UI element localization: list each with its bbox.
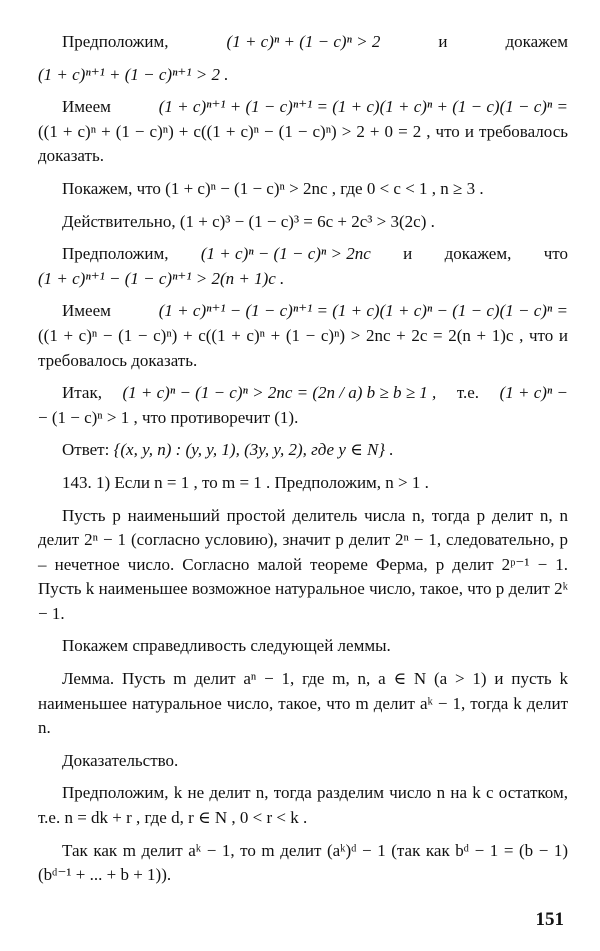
answer-formula: {(x, y, n) : (y, y, 1), (3y, y, 2), где y ∈ N} . — [113, 440, 394, 460]
text-fragment: Имеем — [62, 301, 111, 321]
line-8-formula: (1 + c)ⁿ⁺¹ − (1 − c)ⁿ⁺¹ > 2(n + 1)c . — [38, 268, 285, 288]
text-fragment: Предположим, — [62, 32, 169, 51]
line-4: ((1 + c)ⁿ + (1 − c)ⁿ) + c((1 + c)ⁿ − (1 − c)ⁿ) > 2 + 0 = 2 , что и требовалось доказать. — [38, 121, 568, 166]
line-9 — [38, 299, 568, 324]
formula: (1 + c)ⁿ + (1 − c)ⁿ > 2 — [226, 32, 381, 51]
problem-143-start: 143. 1) Если n = 1 , то m = 1 . Предположим, n > 1 . — [62, 472, 429, 492]
text-fragment: и — [403, 244, 413, 264]
line-10: ((1 + c)ⁿ − (1 − c)ⁿ) + c((1 + c)ⁿ + (1 − c)ⁿ) > 2nc + 2c = 2(n + 1)c , что и требовалось доказать. — [38, 325, 568, 370]
text-fragment: Предположим, — [62, 244, 169, 264]
line-5: Покажем, что (1 + c)ⁿ − (1 − c)ⁿ > 2nc , где 0 < c < 1 , n ≥ 3 . — [62, 178, 484, 198]
text-fragment: Имеем — [62, 97, 111, 117]
text-fragment: докажем, — [444, 244, 512, 264]
line-12: − (1 − c)ⁿ > 1 , что противоречит (1). — [38, 407, 299, 427]
paragraph-proof-1: Предположим, k не делит n, тогда разделим число n на k с остатком, т.е. n = dk + r , где d, r ∈ N , 0 < r < k . — [38, 783, 568, 828]
line-1 — [38, 30, 568, 55]
page-number: 151 — [535, 909, 564, 931]
line-7 — [38, 242, 568, 267]
answer-label: Ответ: — [62, 440, 110, 460]
text-fragment: т.е. — [456, 383, 480, 403]
line-3 — [38, 95, 568, 120]
line-6: Действительно, (1 + c)³ − (1 − c)³ = 6c + 2c³ > 3(2c) . — [62, 211, 435, 231]
formula: (1 + c)ⁿ⁺¹ + (1 − c)ⁿ⁺¹ = (1 + c)(1 + c)ⁿ + (1 − c)(1 − c)ⁿ = — [158, 97, 568, 117]
formula: (1 + c)ⁿ − — [499, 383, 568, 403]
line-13 — [38, 438, 568, 463]
formula: (1 + c)ⁿ − (1 − c)ⁿ > 2nc — [200, 244, 371, 264]
formula: (1 + c)ⁿ − (1 − c)ⁿ > 2nc = (2n / a) b ≥ b ≥ 1 , — [122, 383, 437, 403]
text-fragment: и — [438, 32, 448, 51]
line-11 — [38, 381, 568, 406]
line-2-formula: (1 + c)ⁿ⁺¹ + (1 − c)ⁿ⁺¹ > 2 . — [38, 64, 229, 84]
text-fragment: что — [543, 244, 568, 264]
formula: (1 + c)ⁿ⁺¹ − (1 − c)ⁿ⁺¹ = (1 + c)(1 + c)ⁿ − (1 − c)(1 − c)ⁿ = — [158, 301, 568, 321]
paragraph-lemma: Лемма. Пусть m делит aⁿ − 1, где m, n, a ∈ N (a > 1) и пусть k наименьшее натуральное число, такое, что m делит aᵏ − 1, тогда k делит n. — [38, 669, 568, 738]
paragraph-proof-2: Так как m делит aᵏ − 1, то m делит (aᵏ)ᵈ − 1 (так как bᵈ − 1 = (b − 1)(bᵈ⁻¹ + ... + b + 1)). — [38, 840, 568, 885]
text-fragment: Итак, — [62, 383, 102, 403]
text-fragment: докажем — [505, 32, 568, 51]
paragraph-prime-divisor: Пусть p наименьший простой делитель числа n, тогда p делит n, n делит 2ⁿ − 1 (согласно условию), значит p делит 2ⁿ − 1, следовательно, p – нечетное число. Согласно малой теореме Ферма, p делит 2ᵖ⁻¹ − 1. Пусть k наименьшее возможное натуральное число, такое, что p делит 2ᵏ − 1. — [38, 505, 568, 623]
heading-proof: Доказательство. — [62, 750, 179, 770]
line-lemma-intro: Покажем справедливость следующей леммы. — [62, 636, 391, 656]
